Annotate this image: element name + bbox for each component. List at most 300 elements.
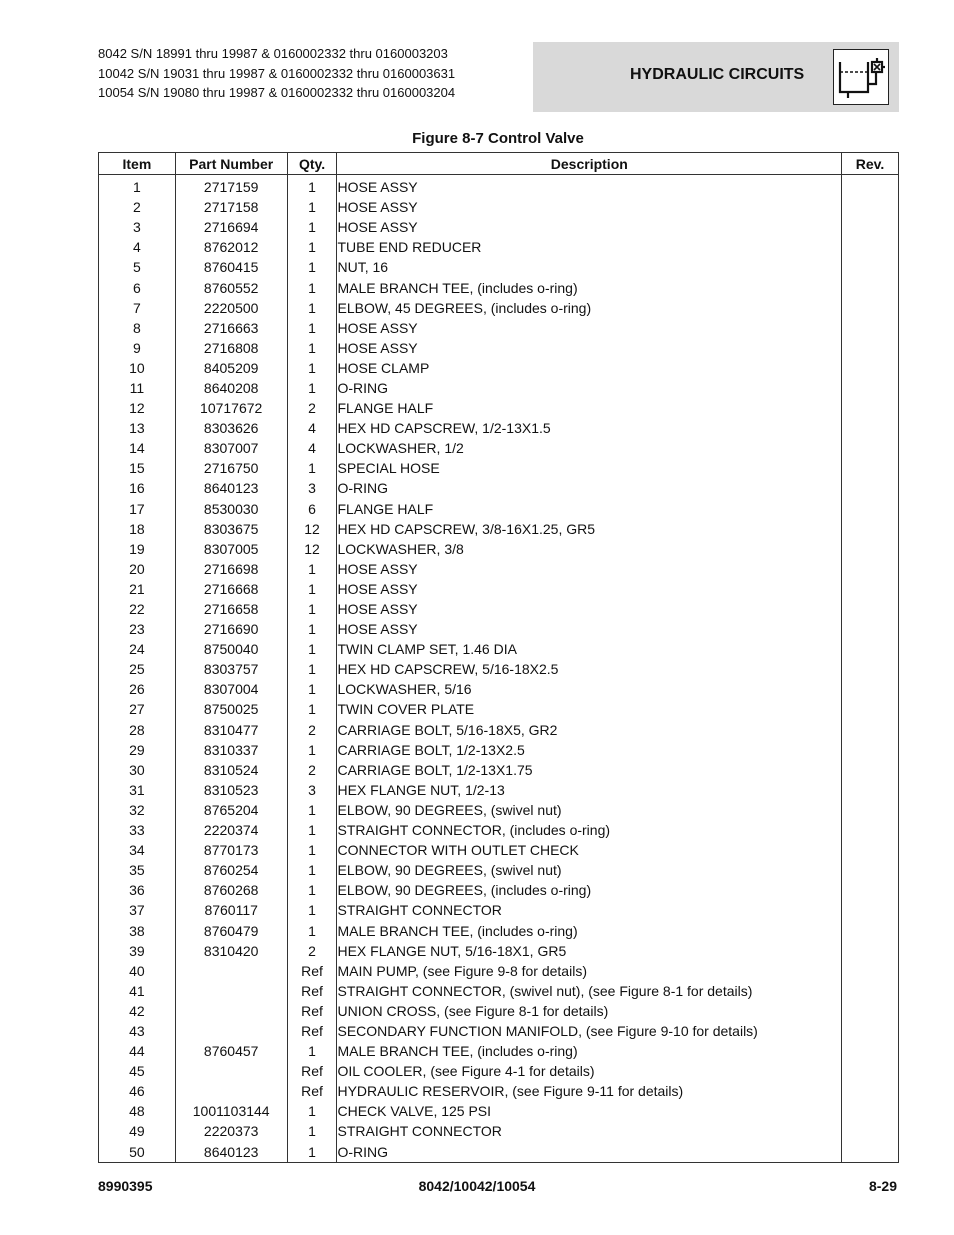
rev-cell [842,1061,899,1081]
item-cell: 2 [99,197,176,217]
description-cell: STRAIGHT CONNECTOR, (swivel nut), (see Figure 8-1 for details) [337,981,842,1001]
qty-cell: 1 [287,217,337,237]
item-cell: 49 [99,1121,176,1141]
qty-cell: 1 [287,1142,337,1163]
table-row [99,920,899,940]
section-title: HYDRAULIC CIRCUITS [630,66,805,83]
description-cell: MALE BRANCH TEE, (includes o-ring) [337,1041,842,1061]
description-cell: CARRIAGE BOLT, 1/2-13X1.75 [337,760,842,780]
rev-cell [842,197,899,217]
table-row [99,740,899,760]
rev-cell [842,880,899,900]
description-cell: HEX FLANGE NUT, 5/16-18X1, GR5 [337,941,842,961]
table-row [99,760,899,780]
description-cell: HYDRAULIC RESERVOIR, (see Figure 9-11 for details) [337,1081,842,1101]
qty-cell: 1 [287,257,337,277]
qty-cell: 1 [287,599,337,619]
description-cell: MALE BRANCH TEE, (includes o-ring) [337,920,842,940]
description-cell: HOSE ASSY [337,338,842,358]
item-cell: 1 [99,175,176,198]
item-cell: 14 [99,438,176,458]
part-number-cell [175,1061,287,1081]
part-number-cell: 10717672 [175,398,287,418]
description-cell: CHECK VALVE, 125 PSI [337,1101,842,1121]
description-cell: NUT, 16 [337,257,842,277]
item-cell: 18 [99,519,176,539]
part-number-cell: 8762012 [175,237,287,257]
qty-cell: 1 [287,619,337,639]
table-row [99,1001,899,1021]
qty-cell: 2 [287,760,337,780]
part-number-cell: 8303675 [175,519,287,539]
table-row [99,619,899,639]
description-cell: HEX HD CAPSCREW, 5/16-18X2.5 [337,659,842,679]
description-cell: STRAIGHT CONNECTOR, (includes o-ring) [337,820,842,840]
item-cell: 31 [99,780,176,800]
item-cell: 12 [99,398,176,418]
qty-cell: Ref [287,1061,337,1081]
model-numbers: 8042/10042/10054 [418,1178,536,1194]
part-number-cell: 2220373 [175,1121,287,1141]
qty-cell: 3 [287,780,337,800]
description-cell: CARRIAGE BOLT, 1/2-13X2.5 [337,740,842,760]
description-cell: HOSE CLAMP [337,358,842,378]
table-row [99,478,899,498]
serial-line: 10054 S/N 19080 thru 19987 & 0160002332 thru 0160003204 [98,85,456,100]
rev-cell [842,740,899,760]
description-cell: LOCKWASHER, 3/8 [337,539,842,559]
description-cell: SECONDARY FUNCTION MANIFOLD, (see Figure 9-10 for details) [337,1021,842,1041]
qty-cell: Ref [287,961,337,981]
table-row [99,277,899,297]
table-row [99,820,899,840]
description-cell: HOSE ASSY [337,197,842,217]
column-header-part-number: Part Number [175,153,287,175]
table-row [99,900,899,920]
hydraulic-reservoir-icon [833,49,889,105]
rev-cell [842,217,899,237]
part-number-cell: 8765204 [175,800,287,820]
part-number-cell: 8307005 [175,539,287,559]
rev-cell [842,418,899,438]
part-number-cell: 8530030 [175,499,287,519]
item-cell: 21 [99,579,176,599]
table-row [99,237,899,257]
rev-cell [842,840,899,860]
part-number-cell: 8760254 [175,860,287,880]
serial-number-block [98,44,455,103]
rev-cell [842,175,899,198]
rev-cell [842,478,899,498]
description-cell: UNION CROSS, (see Figure 8-1 for details) [337,1001,842,1021]
part-number-cell: 8760415 [175,257,287,277]
qty-cell: 1 [287,920,337,940]
qty-cell: 2 [287,720,337,740]
item-cell: 25 [99,659,176,679]
rev-cell [842,981,899,1001]
part-number-cell [175,1081,287,1101]
page-number: 8-29 [868,1178,897,1194]
column-header-item: Item [99,153,176,175]
qty-cell: 1 [287,559,337,579]
qty-cell: 1 [287,338,337,358]
qty-cell: 1 [287,840,337,860]
part-number-cell [175,1021,287,1041]
qty-cell: 1 [287,458,337,478]
item-cell: 29 [99,740,176,760]
description-cell: ELBOW, 90 DEGREES, (swivel nut) [337,860,842,880]
item-cell: 42 [99,1001,176,1021]
qty-cell: Ref [287,1081,337,1101]
rev-cell [842,599,899,619]
part-number-cell: 8310337 [175,740,287,760]
item-cell: 38 [99,920,176,940]
item-cell: 24 [99,639,176,659]
table-row [99,579,899,599]
qty-cell: 1 [287,197,337,217]
column-header-qty: Qty. [287,153,337,175]
table-row [99,217,899,237]
rev-cell [842,639,899,659]
description-cell: O-RING [337,478,842,498]
rev-cell [842,318,899,338]
rev-cell [842,820,899,840]
part-number-cell [175,981,287,1001]
section-header [533,42,899,112]
part-number-cell: 8310524 [175,760,287,780]
qty-cell: 6 [287,499,337,519]
item-cell: 5 [99,257,176,277]
description-cell: ELBOW, 90 DEGREES, (swivel nut) [337,800,842,820]
part-number-cell: 2716694 [175,217,287,237]
table-row [99,378,899,398]
description-cell: O-RING [337,378,842,398]
qty-cell: 1 [287,358,337,378]
rev-cell [842,941,899,961]
table-row [99,398,899,418]
rev-cell [842,579,899,599]
item-cell: 20 [99,559,176,579]
rev-cell [842,1021,899,1041]
item-cell: 27 [99,699,176,719]
item-cell: 36 [99,880,176,900]
description-cell: TUBE END REDUCER [337,237,842,257]
rev-cell [842,539,899,559]
part-number-cell: 8640208 [175,378,287,398]
table-row [99,941,899,961]
description-cell: HOSE ASSY [337,318,842,338]
part-number-cell: 8307007 [175,438,287,458]
part-number-cell: 8303626 [175,418,287,438]
qty-cell: 1 [287,880,337,900]
table-row [99,780,899,800]
table-row [99,1121,899,1141]
part-number-cell: 8750025 [175,699,287,719]
qty-cell: 1 [287,800,337,820]
description-cell: ELBOW, 90 DEGREES, (includes o-ring) [337,880,842,900]
item-cell: 15 [99,458,176,478]
table-row [99,840,899,860]
qty-cell: 1 [287,1041,337,1061]
table-row [99,880,899,900]
rev-cell [842,659,899,679]
item-cell: 32 [99,800,176,820]
item-cell: 17 [99,499,176,519]
part-number-cell: 8303757 [175,659,287,679]
qty-cell: 4 [287,438,337,458]
description-cell: MAIN PUMP, (see Figure 9-8 for details) [337,961,842,981]
item-cell: 19 [99,539,176,559]
table-row [99,981,899,1001]
part-number-cell: 8760479 [175,920,287,940]
qty-cell: 1 [287,277,337,297]
rev-cell [842,519,899,539]
part-number-cell: 2716698 [175,559,287,579]
item-cell: 45 [99,1061,176,1081]
description-cell: HOSE ASSY [337,217,842,237]
part-number-cell: 2716658 [175,599,287,619]
table-row [99,1142,899,1163]
table-row [99,358,899,378]
rev-cell [842,860,899,880]
qty-cell: 1 [287,900,337,920]
part-number-cell: 2716750 [175,458,287,478]
rev-cell [842,760,899,780]
qty-cell: 4 [287,418,337,438]
description-cell: ELBOW, 45 DEGREES, (includes o-ring) [337,298,842,318]
item-cell: 28 [99,720,176,740]
table-row [99,298,899,318]
part-number-cell: 2220374 [175,820,287,840]
item-cell: 30 [99,760,176,780]
table-row [99,1061,899,1081]
rev-cell [842,358,899,378]
description-cell: CONNECTOR WITH OUTLET CHECK [337,840,842,860]
qty-cell: 1 [287,860,337,880]
rev-cell [842,720,899,740]
table-row [99,438,899,458]
rev-cell [842,1081,899,1101]
rev-cell [842,1142,899,1163]
table-header-row [99,153,899,175]
qty-cell: Ref [287,1021,337,1041]
rev-cell [842,1041,899,1061]
part-number-cell: 8750040 [175,639,287,659]
table-row [99,720,899,740]
part-number-cell: 8640123 [175,478,287,498]
item-cell: 26 [99,679,176,699]
description-cell: HEX HD CAPSCREW, 1/2-13X1.5 [337,418,842,438]
table-row [99,659,899,679]
qty-cell: 1 [287,1101,337,1121]
table-row [99,175,899,198]
part-number-cell: 8307004 [175,679,287,699]
table-row [99,639,899,659]
rev-cell [842,679,899,699]
rev-cell [842,298,899,318]
rev-cell [842,1121,899,1141]
description-cell: CARRIAGE BOLT, 5/16-18X5, GR2 [337,720,842,740]
qty-cell: 1 [287,820,337,840]
qty-cell: 2 [287,398,337,418]
serial-line: 10042 S/N 19031 thru 19987 & 0160002332 thru 0160003631 [98,65,456,81]
description-cell: FLANGE HALF [337,499,842,519]
table-row [99,1081,899,1101]
item-cell: 10 [99,358,176,378]
part-number-cell [175,1001,287,1021]
description-cell: LOCKWASHER, 1/2 [337,438,842,458]
rev-cell [842,780,899,800]
rev-cell [842,961,899,981]
item-cell: 39 [99,941,176,961]
description-cell: OIL COOLER, (see Figure 4-1 for details) [337,1061,842,1081]
table-row [99,197,899,217]
qty-cell: 1 [287,1121,337,1141]
part-number-cell: 2716663 [175,318,287,338]
table-row [99,519,899,539]
table-row [99,860,899,880]
qty-cell: 1 [287,659,337,679]
qty-cell: 12 [287,539,337,559]
item-cell: 3 [99,217,176,237]
table-row [99,318,899,338]
item-cell: 48 [99,1101,176,1121]
description-cell: TWIN COVER PLATE [337,699,842,719]
qty-cell: 1 [287,699,337,719]
part-number-cell: 8640123 [175,1142,287,1163]
description-cell: O-RING [337,1142,842,1163]
part-number-cell: 1001103144 [175,1101,287,1121]
item-cell: 13 [99,418,176,438]
qty-cell: 3 [287,478,337,498]
qty-cell: 1 [287,175,337,198]
table-row [99,961,899,981]
item-cell: 6 [99,277,176,297]
table-row [99,1041,899,1061]
description-cell: HOSE ASSY [337,579,842,599]
part-number-cell: 8405209 [175,358,287,378]
serial-line: 8042 S/N 18991 thru 19987 & 0160002332 thru 0160003203 [98,46,448,61]
part-number-cell: 2220500 [175,298,287,318]
part-number-cell: 8310523 [175,780,287,800]
qty-cell: 1 [287,298,337,318]
part-number-cell: 8310477 [175,720,287,740]
table-row [99,800,899,820]
qty-cell: Ref [287,981,337,1001]
table-row [99,338,899,358]
qty-cell: 1 [287,639,337,659]
part-number-cell [175,961,287,981]
table-row [99,1021,899,1041]
description-cell: HEX FLANGE NUT, 1/2-13 [337,780,842,800]
rev-cell [842,900,899,920]
rev-cell [842,699,899,719]
rev-cell [842,1101,899,1121]
description-cell: SPECIAL HOSE [337,458,842,478]
item-cell: 16 [99,478,176,498]
rev-cell [842,438,899,458]
part-number-cell: 8760552 [175,277,287,297]
table-row [99,458,899,478]
qty-cell: 1 [287,237,337,257]
part-number-cell: 8770173 [175,840,287,860]
item-cell: 8 [99,318,176,338]
rev-cell [842,277,899,297]
item-cell: 7 [99,298,176,318]
qty-cell: 1 [287,318,337,338]
rev-cell [842,499,899,519]
description-cell: HOSE ASSY [337,559,842,579]
part-number-cell: 8310420 [175,941,287,961]
qty-cell: 1 [287,679,337,699]
description-cell: LOCKWASHER, 5/16 [337,679,842,699]
description-cell: HEX HD CAPSCREW, 3/8-16X1.25, GR5 [337,519,842,539]
rev-cell [842,458,899,478]
item-cell: 40 [99,961,176,981]
rev-cell [842,1001,899,1021]
item-cell: 34 [99,840,176,860]
description-cell: MALE BRANCH TEE, (includes o-ring) [337,277,842,297]
part-number-cell: 2717159 [175,175,287,198]
rev-cell [842,378,899,398]
rev-cell [842,338,899,358]
part-number-cell: 2716808 [175,338,287,358]
table-row [99,559,899,579]
part-number-cell: 8760117 [175,900,287,920]
part-number-cell: 2716690 [175,619,287,639]
description-cell: HOSE ASSY [337,175,842,198]
qty-cell: 12 [287,519,337,539]
table-row [99,539,899,559]
part-number-cell: 2716668 [175,579,287,599]
table-row [99,1101,899,1121]
table-row [99,418,899,438]
part-number-cell: 8760457 [175,1041,287,1061]
description-cell: TWIN CLAMP SET, 1.46 DIA [337,639,842,659]
qty-cell: 1 [287,378,337,398]
item-cell: 11 [99,378,176,398]
table-row [99,699,899,719]
item-cell: 4 [99,237,176,257]
description-cell: HOSE ASSY [337,619,842,639]
rev-cell [842,237,899,257]
table-row [99,599,899,619]
figure-title: Figure 8-7 Control Valve [412,130,584,147]
part-number-cell: 2717158 [175,197,287,217]
description-cell: HOSE ASSY [337,599,842,619]
document-number: 8990395 [98,1178,153,1194]
rev-cell [842,800,899,820]
item-cell: 9 [99,338,176,358]
qty-cell: 1 [287,740,337,760]
description-cell: FLANGE HALF [337,398,842,418]
parts-table-body [99,175,899,1163]
item-cell: 44 [99,1041,176,1061]
item-cell: 43 [99,1021,176,1041]
rev-cell [842,398,899,418]
table-row [99,499,899,519]
table-row [99,679,899,699]
rev-cell [842,619,899,639]
table-row [99,257,899,277]
description-cell: STRAIGHT CONNECTOR [337,1121,842,1141]
column-header-rev: Rev. [842,153,899,175]
qty-cell: Ref [287,1001,337,1021]
qty-cell: 1 [287,579,337,599]
part-number-cell: 8760268 [175,880,287,900]
item-cell: 35 [99,860,176,880]
description-cell: STRAIGHT CONNECTOR [337,900,842,920]
